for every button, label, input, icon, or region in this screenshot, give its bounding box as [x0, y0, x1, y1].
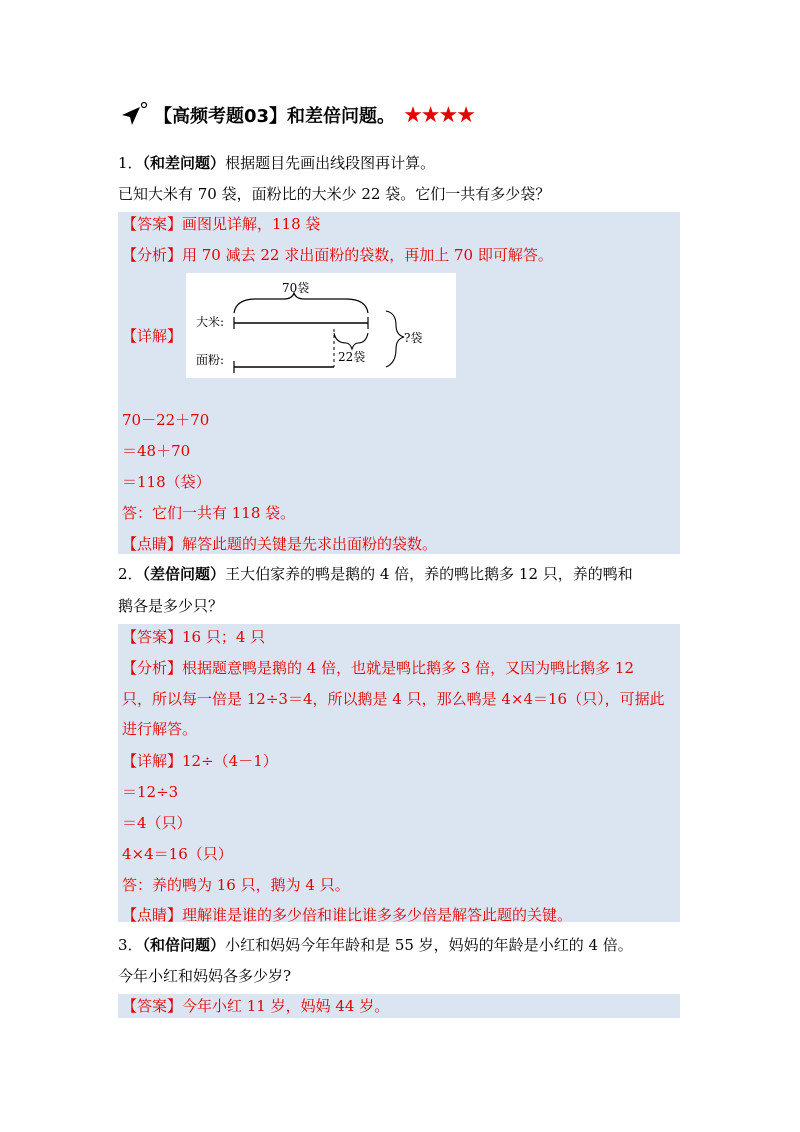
- q2-tip: 【点睛】理解谁是谁的多少倍和谁比谁多多少倍是解答此题的关键。: [122, 906, 573, 924]
- q1-number: 1．: [118, 154, 143, 172]
- difficulty-stars: ★★★★: [403, 102, 474, 128]
- q1-answer: 【答案】画图见详解，118 袋: [122, 215, 321, 233]
- diagram-top-label: 70袋: [282, 281, 310, 295]
- q1-calc-3: ＝118（袋）: [122, 473, 211, 491]
- section-header: [118, 98, 474, 132]
- q3-text-1: 小红和妈妈今年年龄和是 55 岁，妈妈的年龄是小红的 4 倍。: [225, 936, 633, 954]
- pointer-arrow-icon: [118, 101, 148, 129]
- q2-calc-3: ＝4（只）: [122, 814, 192, 832]
- q1-final-answer: 答：它们一共有 118 袋。: [122, 504, 296, 522]
- q2-calc-1: 12÷（4－1）: [182, 752, 278, 770]
- q1-tag: （和差问题）: [142, 154, 226, 172]
- diagram-row-rice: 大米:: [196, 315, 225, 329]
- section-title: 【高频考题03】和差倍问题。: [154, 106, 396, 127]
- q2-number: 2．: [118, 565, 143, 583]
- q2-analysis-3: 进行解答。: [122, 720, 198, 738]
- q3-text-2: 今年小红和妈妈各多少岁?: [118, 967, 292, 985]
- q2-answer: 【答案】16 只；4 只: [122, 628, 266, 646]
- q1-line-segment-diagram: [186, 273, 456, 378]
- q1-calc-2: ＝48＋70: [122, 442, 191, 460]
- q1-prompt: [118, 153, 435, 173]
- q1-calc-1: 70－22＋70: [122, 411, 210, 429]
- q2-detail-label: 【详解】: [122, 752, 183, 770]
- q2-calc-4: 4×4＝16（只）: [122, 845, 233, 863]
- q2-analysis-2: 只，所以每一倍是 12÷3＝4，所以鹅是 4 只，那么鸭是 4×4＝16（只），可据此: [122, 690, 665, 708]
- q2-prompt: [118, 564, 633, 584]
- q3-solution-panel: [118, 994, 680, 1018]
- diagram-diff-label: 22袋: [338, 350, 366, 364]
- q1-detail-label: 【详解】: [122, 327, 183, 345]
- diagram-row-flour: 面粉:: [196, 353, 225, 367]
- q2-solution-panel: [118, 624, 680, 922]
- q1-solution-panel: [118, 212, 680, 554]
- q3-number: 3．: [118, 936, 143, 954]
- q2-text-2: 鹅各是多少只？: [118, 597, 224, 615]
- q2-calc-2: ＝12÷3: [122, 783, 179, 801]
- q3-answer: 【答案】今年小红 11 岁，妈妈 44 岁。: [122, 997, 390, 1015]
- q2-detail: [122, 751, 278, 771]
- q2-text-1: 王大伯家养的鸭是鹅的 4 倍，养的鸭比鹅多 12 只，养的鸭和: [225, 565, 633, 583]
- q3-prompt: [118, 935, 633, 955]
- q3-tag: （和倍问题）: [142, 936, 226, 954]
- q1-analysis: 【分析】用 70 减去 22 求出面粉的袋数，再加上 70 即可解答。: [122, 246, 553, 264]
- q2-analysis-1: 【分析】根据题意鸭是鹅的 4 倍，也就是鸭比鹅多 3 倍，又因为鸭比鹅多 12: [122, 659, 635, 677]
- q2-tag: （差倍问题）: [142, 565, 226, 583]
- q1-text-2: 已知大米有 70 袋，面粉比的大米少 22 袋。它们一共有多少袋？: [118, 185, 551, 203]
- q1-tip: 【点睛】解答此题的关键是先求出面粉的袋数。: [122, 535, 438, 553]
- diagram-total-label: ?袋: [404, 331, 423, 345]
- q1-text-1: 根据题目先画出线段图再计算。: [225, 154, 436, 172]
- q2-final-answer: 答：养的鸭为 16 只，鹅为 4 只。: [122, 876, 350, 894]
